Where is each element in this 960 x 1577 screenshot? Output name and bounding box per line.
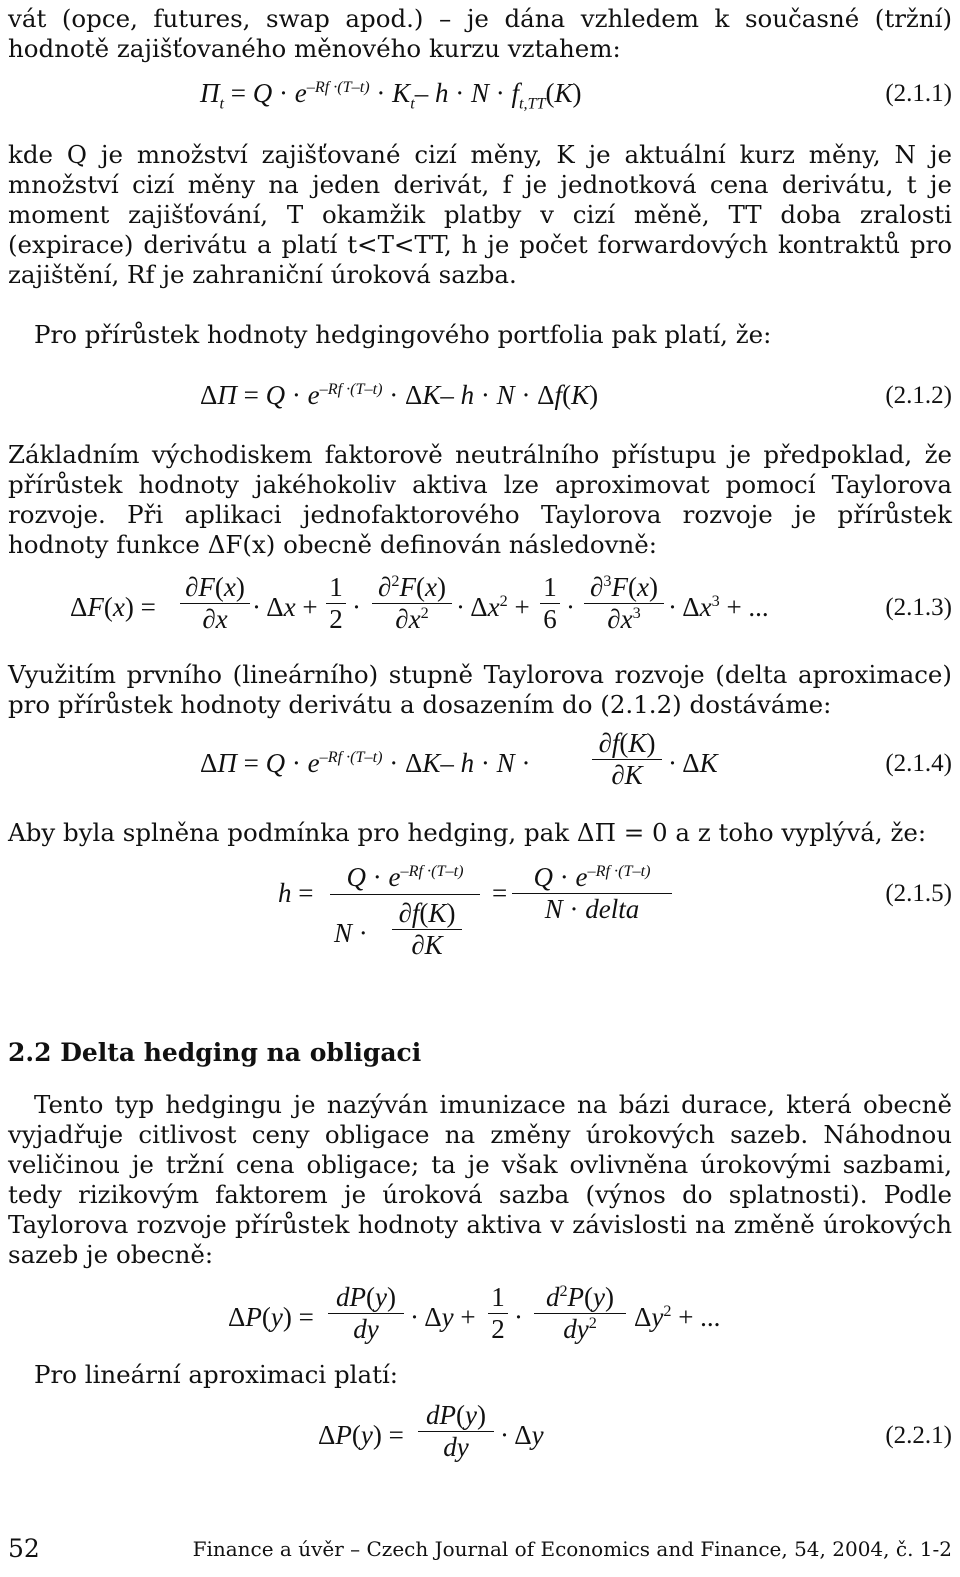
equation-2-1-1: $\Pi_t = Q \cdot e^{-Rf \cdot(T-t)} \cdot K_t-$ $h \cdot N \cdot f_{t,TT}(K)$ — [200, 78, 582, 113]
equation-number: (2.1.3) — [885, 594, 952, 621]
paragraph-linear: Pro lineární aproximaci platí: — [34, 1360, 399, 1389]
equation-number: (2.1.1) — [885, 80, 952, 107]
paragraph-delta-approx: Využitím prvního (lineárního) stupně Taylorova rozvoje (delta aproximace) pro přírůstek hodnoty derivátu a dosazením do (2.1.2) dostáváme: — [8, 660, 952, 719]
section-heading: 2.2 Delta hedging na obligaci — [8, 1038, 422, 1067]
equation-number: (2.1.5) — [885, 880, 952, 907]
equation-number: (2.1.4) — [885, 750, 952, 777]
equation-2-1-2: $\Delta\Pi = Q \cdot e^{-Rf \cdot(T-t)} \cdot \Delta K-$ h · N · Δf(K) — [200, 380, 599, 410]
paragraph-intro: vát (opce, futures, swap apod.) – je dána vzhledem k současné (tržní) hodnotě zajišťovaného měnového kurzu vztahem: — [8, 4, 952, 63]
equation-number: (2.1.2) — [885, 382, 952, 409]
paragraph-portfolio: Pro přírůstek hodnoty hedgingového portfolia pak platí, že: — [34, 320, 772, 349]
paragraph-taylor: Základním východiskem faktorově neutrálního přístupu je předpoklad, že přírůstek hodnoty jakéhokoliv aktiva lze aproximovat pomocí Taylorova rozvoje. Při aplikaci jednofaktorového Taylorova rozvoje je přírůstek hodnoty funkce ΔF(x) obecně definován následovně: — [8, 440, 952, 559]
paragraph-immunization: Tento typ hedgingu je nazýván imunizace na bázi durace, která obecně vyjadřuje citlivost ceny obligace na změny úrokových sazeb. Náhodnou veličinou je tržní cena obligace; ta je však ovlivněna úrokovými sazbami, tedy rizikovým faktorem je úroková sazba (výnos do splatnosti). Podle Taylorova rozvoje přírůstek hodnoty aktiva v závislosti na změně úrokových sazeb je obecně: — [8, 1090, 952, 1269]
equation-number: (2.2.1) — [885, 1422, 952, 1449]
paragraph-hedging-condition: Aby byla splněna podmínka pro hedging, pak ΔΠ = 0 a z toho vyplývá, že: — [8, 818, 927, 847]
paragraph-definitions: kde Q je množství zajišťované cizí měny, K je aktuální kurz měny, N je množství cizí měny na jeden derivát, f je jednotková cena derivátu, t je moment zajišťování, T okamžik platby v cizí měně, TT doba zralosti (expirace) derivátu a platí t<T<TT, h je počet forwardových kontraktů pro zajištění, Rf je zahraniční úroková sazba. — [8, 140, 952, 289]
journal-footer: Finance a úvěr – Czech Journal of Economics and Finance, 54, 2004, č. 1-2 — [192, 1537, 952, 1561]
page-number: 52 — [8, 1534, 40, 1563]
